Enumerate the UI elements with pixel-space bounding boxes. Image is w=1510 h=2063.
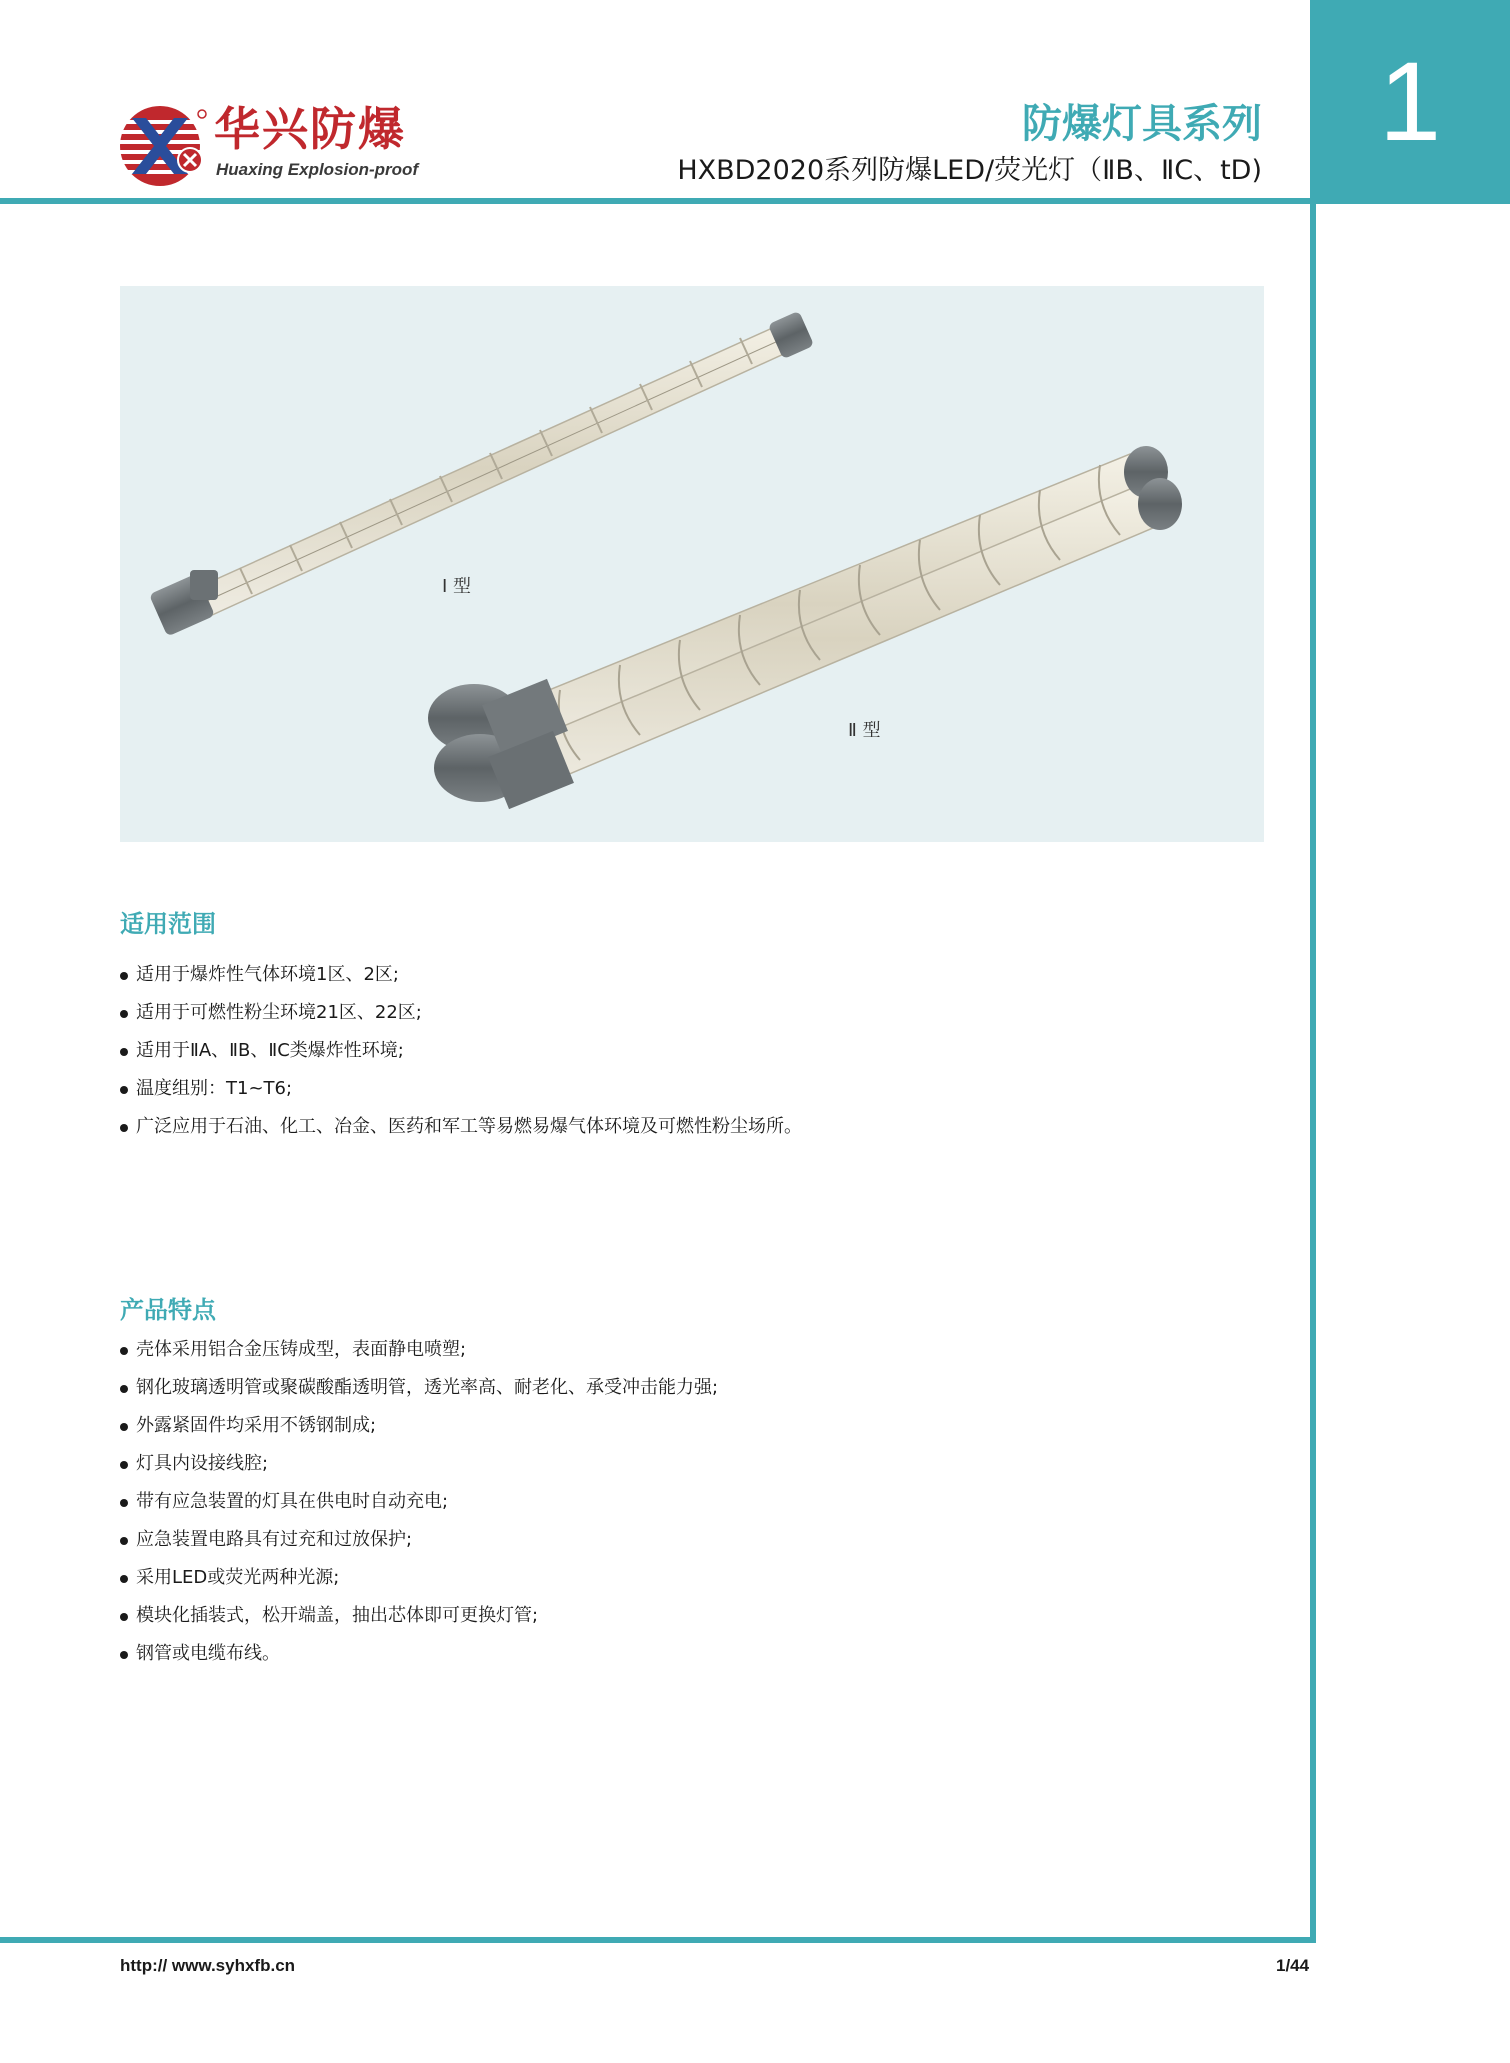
type-2-lamp: [428, 446, 1182, 809]
list-item: [120, 1331, 718, 1369]
list-item-text: 带有应急装置的灯具在供电时自动充电;: [136, 1491, 449, 1512]
bullet-icon: [120, 972, 128, 980]
brand-name-en: Huaxing Explosion-proof: [216, 160, 419, 179]
bullet-icon: [120, 1086, 128, 1094]
list-item-text: 钢管或电缆布线。: [136, 1643, 280, 1664]
scope-heading: 适用范围: [120, 910, 216, 938]
list-item-text: 适用于可燃性粉尘环境21区、22区;: [136, 1002, 422, 1023]
list-item-text: 外露紧固件均采用不锈钢制成;: [136, 1415, 377, 1436]
bullet-icon: [120, 1461, 128, 1469]
product-illustration: [120, 286, 1264, 842]
list-item-text: 适用于爆炸性气体环境1区、2区;: [136, 964, 399, 985]
list-item-text: 温度组别：T1~T6;: [136, 1078, 293, 1099]
brand-logo-icon: [118, 100, 208, 190]
brand-name-cn: 华兴防爆: [214, 102, 406, 156]
list-item: [120, 1521, 718, 1559]
bullet-icon: [120, 1651, 128, 1659]
list-item-text: 采用LED或荧光两种光源;: [136, 1567, 340, 1588]
list-item: [120, 1369, 718, 1407]
list-item-text: 广泛应用于石油、化工、冶金、医药和军工等易燃易爆气体环境及可燃性粉尘场所。: [136, 1116, 802, 1137]
bullet-icon: [120, 1385, 128, 1393]
bullet-icon: [120, 1499, 128, 1507]
type-2-label: Ⅱ 型: [848, 720, 881, 741]
product-photo: [120, 286, 1264, 842]
list-item: [120, 994, 802, 1032]
bullet-icon: [120, 1347, 128, 1355]
right-margin-rule: [1310, 198, 1316, 1943]
bullet-icon: [120, 1537, 128, 1545]
list-item: [120, 1559, 718, 1597]
type-1-lamp: [149, 311, 814, 637]
features-list: [120, 1331, 718, 1673]
bullet-icon: [120, 1048, 128, 1056]
bullet-icon: [120, 1010, 128, 1018]
scope-list: [120, 956, 802, 1146]
list-item: [120, 1597, 718, 1635]
list-item-text: 壳体采用铝合金压铸成型，表面静电喷塑;: [136, 1339, 467, 1360]
list-item: [120, 1635, 718, 1673]
website-link[interactable]: http:// www.syhxfb.cn: [120, 1956, 296, 1975]
list-item-text: 应急装置电路具有过充和过放保护;: [136, 1529, 413, 1550]
list-item: [120, 1445, 718, 1483]
list-item-text: 灯具内设接线腔;: [136, 1453, 269, 1474]
list-item: [120, 1407, 718, 1445]
bullet-icon: [120, 1575, 128, 1583]
list-item-text: 钢化玻璃透明管或聚碳酸酯透明管，透光率高、耐老化、承受冲击能力强;: [136, 1377, 719, 1398]
features-heading: 产品特点: [120, 1296, 216, 1324]
bullet-icon: [120, 1124, 128, 1132]
list-item-text: 适用于ⅡA、ⅡB、ⅡC类爆炸性环境;: [136, 1040, 404, 1061]
footer-divider: [0, 1937, 1316, 1943]
series-title: 防爆灯具系列: [1022, 101, 1262, 147]
page-number: 1/44: [1276, 1956, 1310, 1975]
list-item: [120, 1070, 802, 1108]
list-item: [120, 1032, 802, 1070]
list-item: [120, 1483, 718, 1521]
list-item-text: 模块化插装式，松开端盖，抽出芯体即可更换灯管;: [136, 1605, 539, 1626]
brand-logo: [118, 100, 418, 190]
list-item: [120, 1108, 802, 1146]
header-divider: [0, 198, 1314, 204]
bullet-icon: [120, 1423, 128, 1431]
product-title: HXBD2020系列防爆LED/荧光灯（ⅡB、ⅡC、tD): [677, 155, 1262, 186]
list-item: [120, 956, 802, 994]
chapter-number: 1: [1378, 39, 1442, 164]
type-1-label: Ⅰ 型: [442, 576, 472, 597]
bullet-icon: [120, 1613, 128, 1621]
